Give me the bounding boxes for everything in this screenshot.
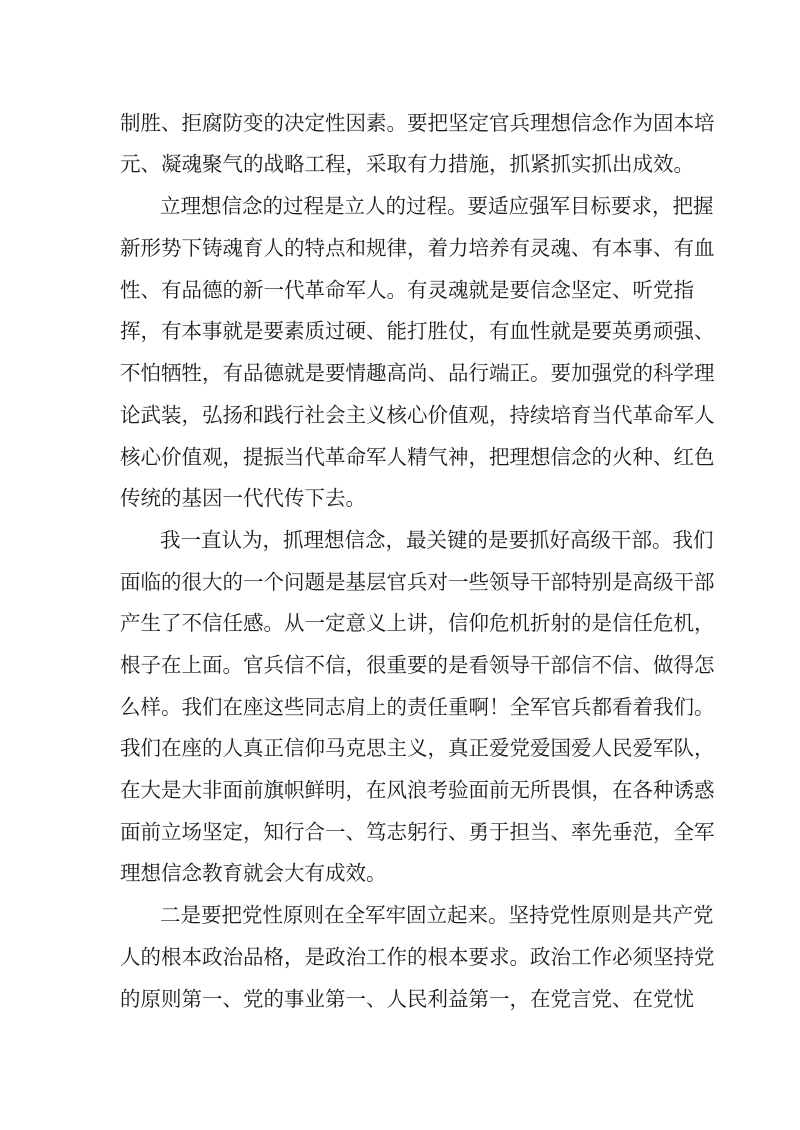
- text-line: 的原则第一、党的事业第一、人民利益第一，在党言党、在党忧: [120, 987, 694, 1011]
- text-line: 核心价值观，提振当代革命军人精气神，把理想信念的火种、红色: [120, 445, 715, 469]
- text-line: 性、有品德的新一代革命军人。有灵魂就是要信念坚定、听党指: [120, 278, 694, 302]
- text-line: 理想信念教育就会大有成效。: [120, 861, 387, 885]
- text-line: 么样。我们在座这些同志肩上的责任重啊！全军官兵都看着我们。: [120, 695, 715, 719]
- text-line: 面前立场坚定，知行合一、笃志躬行、勇于担当、率先垂范，全军: [120, 820, 715, 844]
- text-line: 人的根本政治品格，是政治工作的根本要求。政治工作必须坚持党: [120, 945, 715, 969]
- text-line: 制胜、拒腐防变的决定性因素。要把坚定官兵理想信念作为固本培: [120, 111, 715, 135]
- text-line: 论武装，弘扬和践行社会主义核心价值观，持续培育当代革命军人: [120, 403, 715, 427]
- text-line: 在大是大非面前旗帜鲜明，在风浪考验面前无所畏惧，在各种诱惑: [120, 778, 715, 802]
- text-line: 根子在上面。官兵信不信，很重要的是看领导干部信不信、做得怎: [120, 653, 715, 677]
- text-line: 元、凝魂聚气的战略工程，采取有力措施，抓紧抓实抓出成效。: [120, 152, 694, 176]
- paragraph-first-line: 立理想信念的过程是立人的过程。要适应强军目标要求，把握: [160, 194, 714, 218]
- text-line: 我们在座的人真正信仰马克思主义，真正爱党爱国爱人民爱军队，: [120, 736, 715, 760]
- text-line: 新形势下铸魂育人的特点和规律，着力培养有灵魂、有本事、有血: [120, 236, 715, 260]
- text-line: 产生了不信任感。从一定意义上讲，信仰危机折射的是信任危机，: [120, 611, 715, 635]
- text-line: 面临的很大的一个问题是基层官兵对一些领导干部特别是高级干部: [120, 570, 715, 594]
- paragraph-first-line: 我一直认为，抓理想信念，最关键的是要抓好高级干部。我们: [160, 528, 714, 552]
- paragraph-first-line: 二是要把党性原则在全军牢固立起来。坚持党性原则是共产党: [160, 903, 714, 927]
- text-line: 挥，有本事就是要素质过硬、能打胜仗，有血性就是要英勇顽强、: [120, 319, 715, 343]
- text-line: 不怕牺牲，有品德就是要情趣高尚、品行端正。要加强党的科学理: [120, 361, 715, 385]
- text-line: 传统的基因一代代传下去。: [120, 486, 366, 510]
